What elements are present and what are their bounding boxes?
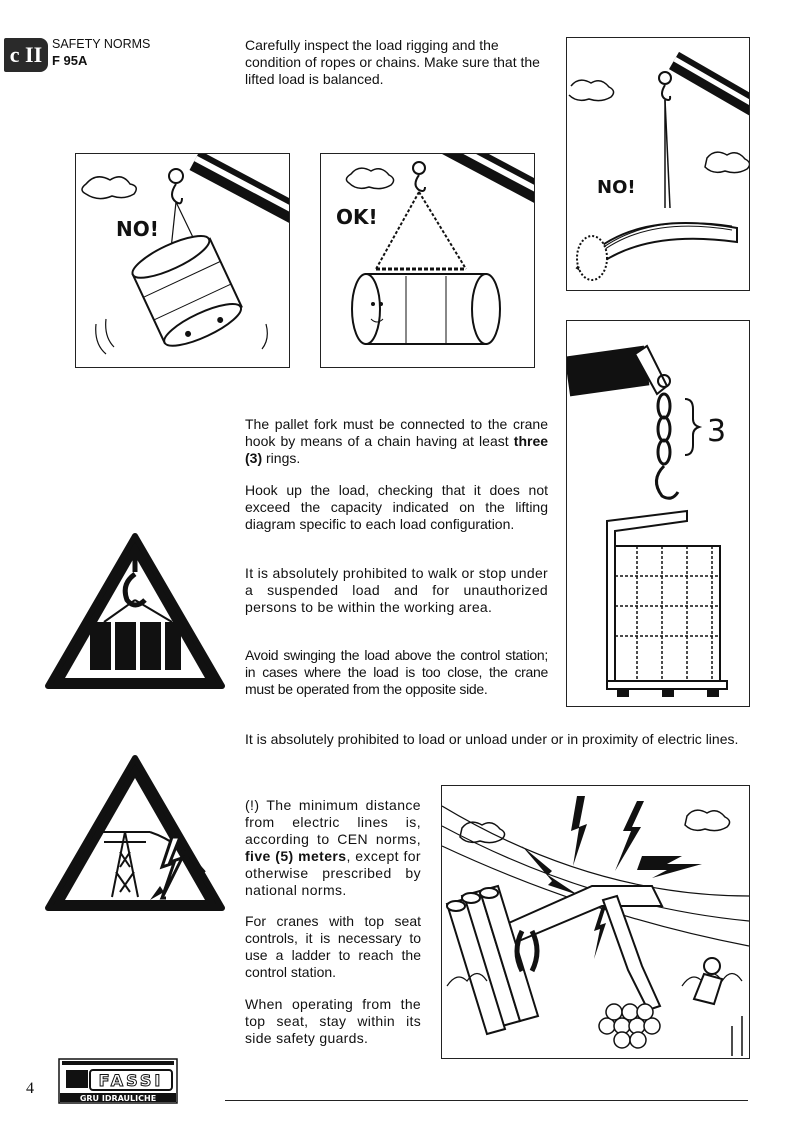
illustration-unbalanced-timber xyxy=(566,37,750,291)
no-label-timber: NO! xyxy=(597,177,636,198)
footer-rule xyxy=(225,1100,748,1101)
walk-paragraph: It is absolutely prohibited to walk or stop under a suspended load and for unauthorized persons to be within the working area. xyxy=(245,565,548,615)
section-badge: c II xyxy=(4,38,48,72)
header-title: SAFETY NORMS xyxy=(52,37,151,51)
ladder-paragraph: For cranes with top seat controls, it is necessary to use a ladder to reach the control station. xyxy=(245,913,421,980)
chain-count-label: 3 xyxy=(707,414,727,449)
rigging-paragraph: Carefully inspect the load rigging and the condition of ropes or chains. Make sure that the lifted load is balanced. xyxy=(245,37,540,87)
top-seat-paragraph: When operating from the top seat, stay within its side safety guards. xyxy=(245,996,421,1046)
swing-paragraph: Avoid swinging the load above the control station; in cases where the load is too close, the crane must be operated from the opposite side. xyxy=(245,647,548,697)
page-number: 4 xyxy=(26,1080,34,1097)
header-model: F 95A xyxy=(52,53,88,68)
distance-bold: five (5) meters xyxy=(245,848,347,864)
electric-lines-paragraph: It is absolutely prohibited to load or unload under or in proximity of electric lines. xyxy=(245,731,739,747)
illustration-unbalanced-barrel xyxy=(75,153,290,368)
hook-paragraph: Hook up the load, checking that it does not exceed the capacity indicated on the lifting diagram specific to each load configuration. xyxy=(245,482,548,532)
illustration-pallet-fork-chain xyxy=(566,320,750,707)
no-label: NO! xyxy=(116,217,159,241)
ok-label: OK! xyxy=(336,205,378,229)
logo-brand: FASSI xyxy=(98,1071,164,1090)
illustration-balanced-barrel xyxy=(320,153,535,368)
electric-hazard-warning-icon xyxy=(42,752,228,917)
logo-tagline: GRU IDRAULICHE xyxy=(79,1094,157,1103)
minimum-distance-paragraph: (!) The minimum distance from electric lines is, according to CEN norms, five (5) meters, except for otherwise prescribed by national norms. xyxy=(245,797,421,898)
pallet-fork-paragraph: The pallet fork must be connected to the crane hook by means of a chain having at least three (3) rings. xyxy=(245,416,549,466)
fassi-logo xyxy=(58,1058,178,1104)
illustration-crane-power-lines xyxy=(441,785,750,1059)
suspended-load-warning-icon xyxy=(42,530,228,695)
pallet-fork-bold: three (3) xyxy=(245,433,549,466)
